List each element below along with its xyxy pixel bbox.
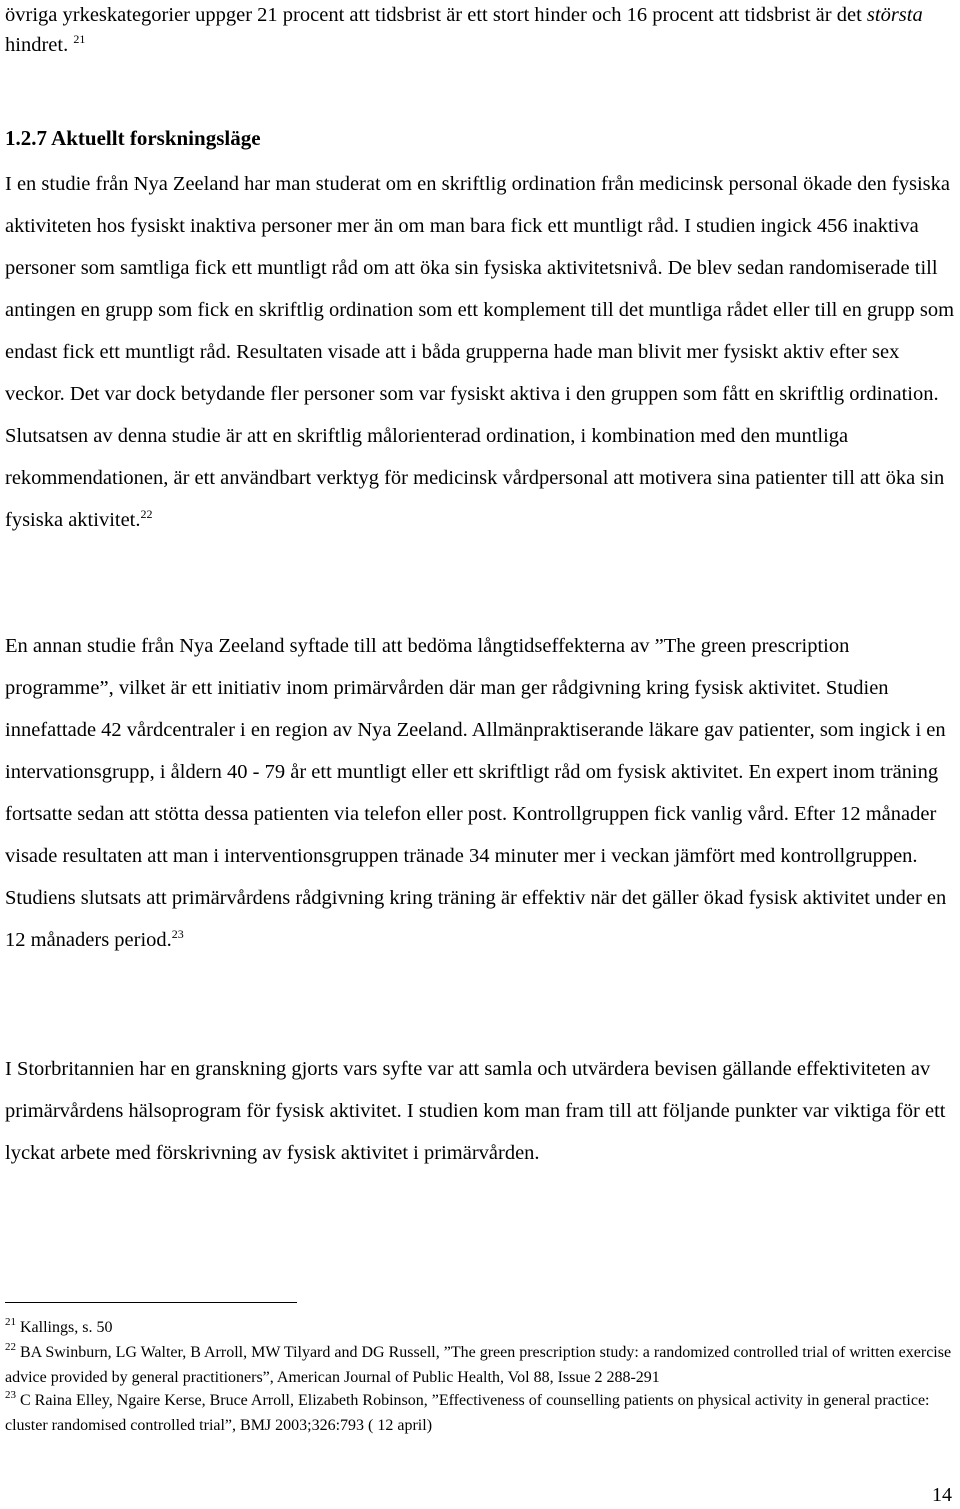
footnote-text: Kallings, s. 50 [20, 1319, 113, 1336]
footnote-divider [5, 1302, 297, 1303]
intro-text-a: övriga yrkeskategorier uppger 21 procent att tidsbrist är ett stort hinder och 16 procent att tidsbrist är det [5, 4, 867, 26]
footnote-number: 23 [5, 1389, 16, 1402]
section-heading: 1.2.7 Aktuellt forskningsläge [5, 126, 261, 150]
page-number: 14 [932, 1484, 952, 1506]
footnote-23 [5, 1389, 955, 1437]
footnote-number: 21 [5, 1316, 16, 1329]
footnote-21 [5, 1316, 955, 1341]
paragraph-2 [5, 625, 955, 963]
paragraph-1-text: I en studie från Nya Zeeland har man studerat om en skriftlig ordination från medicinsk personal ökade den fysiska aktiviteten hos fysiskt inaktiva personer mer än om man bara fick ett muntligt råd. I studien ingick 456 inaktiva personer som samtliga fick ett muntligt råd om att öka sin fysiska aktivitetsnivå. De blev sedan randomiserade till antingen en grupp som fick en skriftlig ordination som ett komplement till det muntliga rådet eller till en grupp som endast fick ett muntligt råd. Resultaten visade att i båda grupperna hade man blivit mer fysiskt aktiv efter sex veckor. Det var dock betydande fler personer som var fysiskt aktiva i den gruppen som fått en skriftlig ordination. Slutsatsen av denna studie är att en skriftlig målorienterad ordination, i kombination med den muntliga rekommendationen, är ett användbart verktyg för medicinsk vårdpersonal att motivera sina patienter till att öka sin fysiska aktivitet. [5, 173, 955, 531]
footnote-text: BA Swinburn, LG Walter, B Arroll, MW Tilyard and DG Russell, ”The green prescription study: a randomized controlled trial of written exercise advice provided by general practitioners”, American Journal of Public Health, Vol 88, Issue 2 288-291 [5, 1344, 952, 1386]
intro-emphasis: största [866, 4, 923, 26]
footnote-number: 22 [5, 1341, 16, 1354]
footnotes [5, 1316, 955, 1437]
footnote-ref-21[interactable]: 21 [73, 31, 86, 46]
paragraph-1 [5, 163, 955, 543]
footnote-text: C Raina Elley, Ngaire Kerse, Bruce Arroll, Elizabeth Robinson, ”Effectiveness of counselling patients on physical activity in general practice: cluster randomised controlled trial”, BMJ 2003;326:793 ( 12 april) [5, 1392, 930, 1434]
intro-paragraph [5, 0, 955, 62]
footnote-22 [5, 1341, 955, 1389]
intro-text-b: hindret. [5, 34, 69, 56]
footnote-ref-22[interactable]: 22 [140, 506, 153, 521]
paragraph-3-text: I Storbritannien har en granskning gjorts vars syfte var att samla och utvärdera bevisen gällande effektiviteten av primärvårdens hälsoprogram för fysisk aktivitet. I studien kom man fram till att följande punkter var viktiga för ett lyckat arbete med förskrivning av fysisk aktivitet i primärvården. [5, 1058, 946, 1164]
paragraph-2-text: En annan studie från Nya Zeeland syftade till att bedöma långtidseffekterna av ”The green prescription programme”, vilket är ett initiativ inom primärvården där man ger rådgivning kring fysisk aktivitet. Studien innefattade 42 vårdcentraler i en region av Nya Zeeland. Allmänpraktiserande läkare gav patienter, som ingick i en intervationsgrupp, i åldern 40 - 79 år ett muntligt eller ett skriftligt råd om fysisk aktivitet. En expert inom träning fortsatte sedan att stötta dessa patienten via telefon eller post. Kontrollgruppen fick vanlig vård. Efter 12 månader visade resultaten att man i interventionsgruppen tränade 34 minuter mer i veckan jämfört med kontrollgruppen. Studiens slutsats att primärvårdens rådgivning kring träning är effektiv när det gäller ökad fysisk aktivitet under en 12 månaders period. [5, 635, 947, 951]
paragraph-3 [5, 1048, 955, 1174]
footnote-ref-23[interactable]: 23 [171, 926, 184, 941]
